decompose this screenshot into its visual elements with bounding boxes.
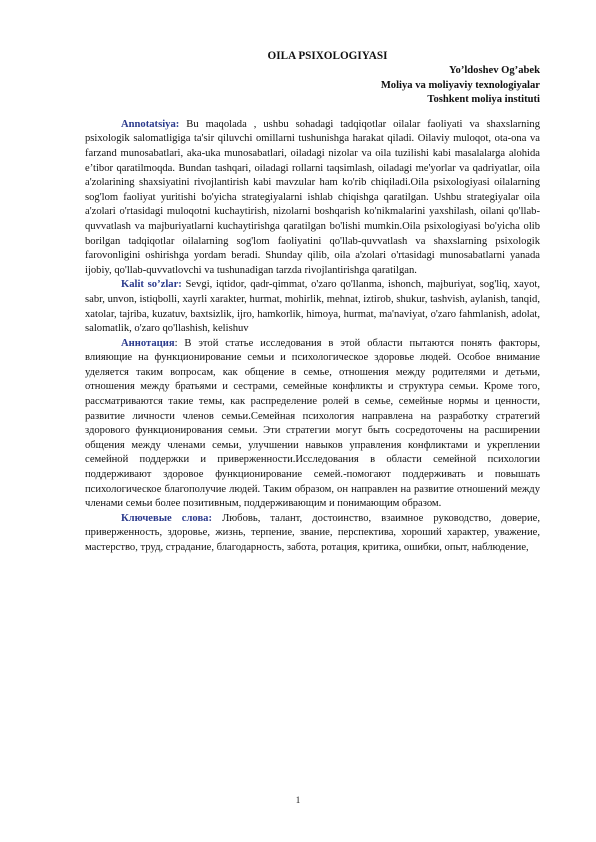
annotation-ru-label: Аннотация bbox=[121, 337, 175, 349]
author-name: Yo’ldoshev Og’abek bbox=[449, 65, 540, 76]
annotation-uz-paragraph bbox=[85, 118, 540, 279]
abstract-section bbox=[85, 118, 540, 556]
paper-page bbox=[85, 50, 540, 556]
keywords-ru-paragraph bbox=[85, 512, 540, 556]
keywords-ru-label: Ключевые слова: bbox=[121, 512, 212, 524]
annotation-uz-text: Bu maqolada , ushbu sohadagi tadqiqotlar oilalar faoliyati va shaxslarning psixologik salomatligiga ta'sir qiluvchi omillarni tushunishga harakat qiladi. Oilaviy muloqot, ota-ona va farzand munosabatlari, aka-uka munosabatlari, oiladagi nizolar va oila tuzilishi kabi masalalarga alohida e’tibor qaratilmoqda. Bundan tashqari, oiladagi rollarni taqsimlash, oiladagi me'yorlar va qadriyatlar, oila a'zolarining shaxsiyatini rivojlantirish kabi mavzular ham ko'rib chiqiladi.Oila psixologiyasi oilalarning sog'lom faoliyat yuritishi bo'yicha strategiyalarni ishlab chiqishga qaratilgan. Ushbu strategiyalar oila a'zolari o'rtasidagi muloqotni kuchaytirish, nizolarni boshqarish ko'nikmalarini yaxshilash, oilani qo'llab-quvvatlash va majburiyatlarni kuchaytirishga qaratilgan bo'lishi mumkin.Oila psixologiyasi bo'yicha olib borilgan tadqiqotlar oilalarning sog'lom faoliyatini qo'llab-quvvatlash va shaxslarning psixologik farovonligini oshirishga yordam beradi. Shunday qilib, oila a'zolari o'rtasidagi munosabatlarni yanada ijobiy, qo'llab-quvvatlovchi va tushunadigan tarzda rivojlantirishga qaratilgan. bbox=[85, 118, 540, 276]
author-institution: Toshkent moliya instituti bbox=[427, 94, 540, 106]
annotation-ru-text: : В этой статье исследования в этой области пытаются понять факторы, влияющие на функционирование семьи и психологическое здоровье людей. Особое внимание уделяется таким вопросам, как общение в семье, отношения между родителями и детьми, отношения между братьями и сестрами, семейные конфликты и структура семьи. Кроме того, рассматриваются такие темы, как распределение ролей в семье, семейные нормы и ценности, развитие личности членов семьи.Семейная психология направлена на разработку стратегий здорового функционирования семьи. Эти стратегии могут быть сосредоточены на расширении общения между членами семьи, улучшении навыков управления конфликтами и укреплении семейной поддержки и приверженности.Исследования в области семейной психологии поддерживают здоровое функционирование семей.-помогают поддерживать и повышать психологическое благополучие людей. Таким образом, он направлен на развитие отношений между членами семьи более позитивным, поддерживающим и понимающим образом. bbox=[85, 337, 540, 510]
keywords-uz-label: Kalit so’zlar: bbox=[121, 279, 182, 291]
keywords-ru-text: Любовь, талант, достоинство, взаимное руководство, доверие, приверженность, здоровье, жизнь, терпение, звание, перспектива, хороший характер, уважение, мастерство, труд, страдание, благодарность, забота, ротация, критика, ошибки, опыт, наблюдение, bbox=[85, 512, 541, 553]
keywords-uz-paragraph bbox=[85, 278, 540, 336]
annotation-uz-label: Annotatsiya: bbox=[121, 118, 180, 130]
page-number: 1 bbox=[295, 795, 301, 805]
annotation-ru-paragraph bbox=[85, 337, 540, 512]
paper-title: OILA PSIXOLOGIYASI bbox=[267, 50, 388, 62]
keywords-uz-text: Sevgi, iqtidor, qadr-qimmat, o'zaro qo'llanma, ishonch, majburiyat, sog'liq, xayot, sabr, unvon, istiqbolli, xayrli xarakter, hurmat, mohirlik, mehnat, iztirob, shukur, tashvish, aylanish, tanqid, xatolar, tajriba, kuzatuv, baxtsizlik, ijro, hamkorlik, himoya, hurmat, ma'naviyat, o'zaro fahmlanish, adolat, salomatlik, o'zaro qo'llashish, kelishuv bbox=[85, 279, 540, 335]
author-department: Moliya va moliyaviy texnologiyalar bbox=[380, 79, 540, 91]
